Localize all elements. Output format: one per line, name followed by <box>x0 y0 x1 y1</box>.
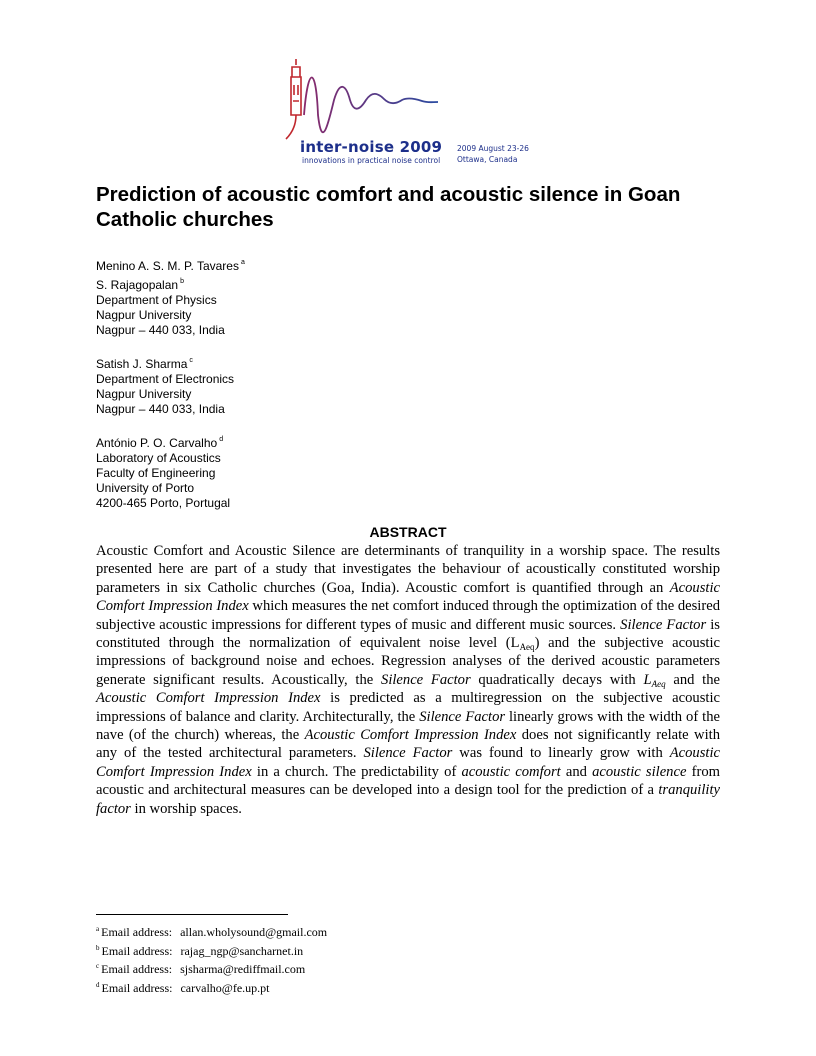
footnote: $^b$ Email address: rajag_ngp@sancharnet.in <box>96 943 304 958</box>
abstract-segment: Aeq <box>651 678 666 689</box>
author-name: Satish J. Sharma $^c$ <box>96 357 193 371</box>
abstract-segment: Silence Factor <box>381 671 471 688</box>
author-group-porto <box>96 432 496 511</box>
affiliation-line: Faculty of Engineering <box>96 466 216 480</box>
footnote: $^d$ Email address: carvalho@fe.up.pt <box>96 980 270 995</box>
conference-tagline: innovations in practical noise control <box>302 156 441 165</box>
conference-date: 2009 August 23-26 <box>457 144 529 153</box>
abstract-segment: tranquility factor <box>96 782 720 817</box>
abstract-segment: Acoustic Comfort Impression Index <box>96 579 720 615</box>
footnote-divider <box>96 914 288 915</box>
abstract-segment: Acoustic Comfort Impression Index <box>304 727 517 744</box>
abstract-segment: in a church. The predictability of <box>251 763 462 780</box>
abstract-segment: Acoustic Comfort Impression Index <box>96 690 321 707</box>
conference-city: Ottawa, Canada <box>457 155 518 164</box>
abstract-body <box>96 542 720 818</box>
author-group-electronics <box>96 353 496 417</box>
abstract-segment: which measures the net comfort induced through the optimization of the desired subjective acoustic impressions for different types of music and different music sources. <box>96 598 720 633</box>
affiliation-line: Department of Physics <box>96 293 217 307</box>
author-mark: a <box>240 259 245 266</box>
affiliation-line: 4200-465 Porto, Portugal <box>96 496 231 510</box>
author-group-physics <box>96 255 496 338</box>
abstract-segment: is constituted through the normalization of equivalent noise level (L <box>96 616 720 652</box>
affiliation-line: University of Porto <box>96 481 195 495</box>
abstract-segment: Acoustic Comfort and Acoustic Silence are determinants of tranquility in a worship space. The results presented here are part of a study that investigates the behaviour of acoustically constituted worship parameters in six Catholic churches (Goa, India). Acoustic comfort is quantified through an <box>96 543 720 596</box>
affiliation-line: Nagpur – 440 033, India <box>96 402 225 416</box>
tower-wave-icon <box>282 55 542 140</box>
author-name: S. Rajagopalan $^b$ <box>96 278 184 292</box>
footnotes <box>96 922 596 996</box>
abstract-segment: Aeq <box>519 642 535 653</box>
author-mark: c <box>189 357 193 364</box>
affiliation-line: Laboratory of Acoustics <box>96 451 221 465</box>
author-list <box>96 255 496 526</box>
abstract-segment: from acoustic and architectural measures can be developed into a design tool for the prediction of a <box>96 763 720 799</box>
abstract-segment: Silence Factor <box>419 708 506 725</box>
author-mark: d <box>219 436 224 443</box>
affiliation-line: Nagpur – 440 033, India <box>96 323 225 337</box>
paper-title: Prediction of acoustic comfort and acoustic silence in Goan Catholic churches <box>96 183 681 231</box>
abstract-segment: quadratically decays with <box>470 671 644 688</box>
footnote: $^c$ Email address: sjsharma@rediffmail.com <box>96 962 306 976</box>
conference-name: inter-noise 2009 <box>300 138 443 156</box>
abstract-segment: Acoustic Comfort Impression Index <box>96 745 720 780</box>
author-name: Menino A. S. M. P. Tavares $^a$ <box>96 259 245 273</box>
abstract-heading: ABSTRACT <box>369 524 447 540</box>
abstract-segment: does not significantly relate with any of the tested architectural parameters. <box>96 727 720 762</box>
abstract-segment: and <box>560 763 593 780</box>
footnote: $^a$ Email address: allan.wholysound@gmail.com <box>96 925 328 939</box>
abstract-segment: acoustic silence <box>592 763 687 780</box>
abstract-segment: Silence Factor <box>620 616 707 633</box>
affiliation-line: Nagpur University <box>96 308 192 322</box>
abstract-segment: ) and the subjective acoustic impressions of background noise and echoes. Regression analyses of the derived acoustic parameters generate significant results. Acoustically, the <box>96 635 720 688</box>
abstract-segment: and the <box>665 671 720 688</box>
author-mark: b <box>180 278 184 285</box>
abstract-segment: acoustic comfort <box>461 763 561 780</box>
abstract-segment: is predicted as a multiregression on the subjective acoustic impressions of balance and clarity. Architecturally, the <box>96 690 720 725</box>
abstract-segment: was found to linearly grow with <box>452 745 670 762</box>
affiliation-line: Department of Electronics <box>96 372 235 386</box>
conference-logo <box>282 55 542 170</box>
abstract-segment: Silence Factor <box>363 745 453 762</box>
author-name: António P. O. Carvalho $^d$ <box>96 436 224 450</box>
abstract-segment: linearly grows with the width of the nave (of the church) whereas, the <box>96 708 720 744</box>
abstract-segment: L <box>643 671 652 688</box>
abstract-segment: in worship spaces. <box>130 800 242 817</box>
affiliation-line: Nagpur University <box>96 387 192 401</box>
